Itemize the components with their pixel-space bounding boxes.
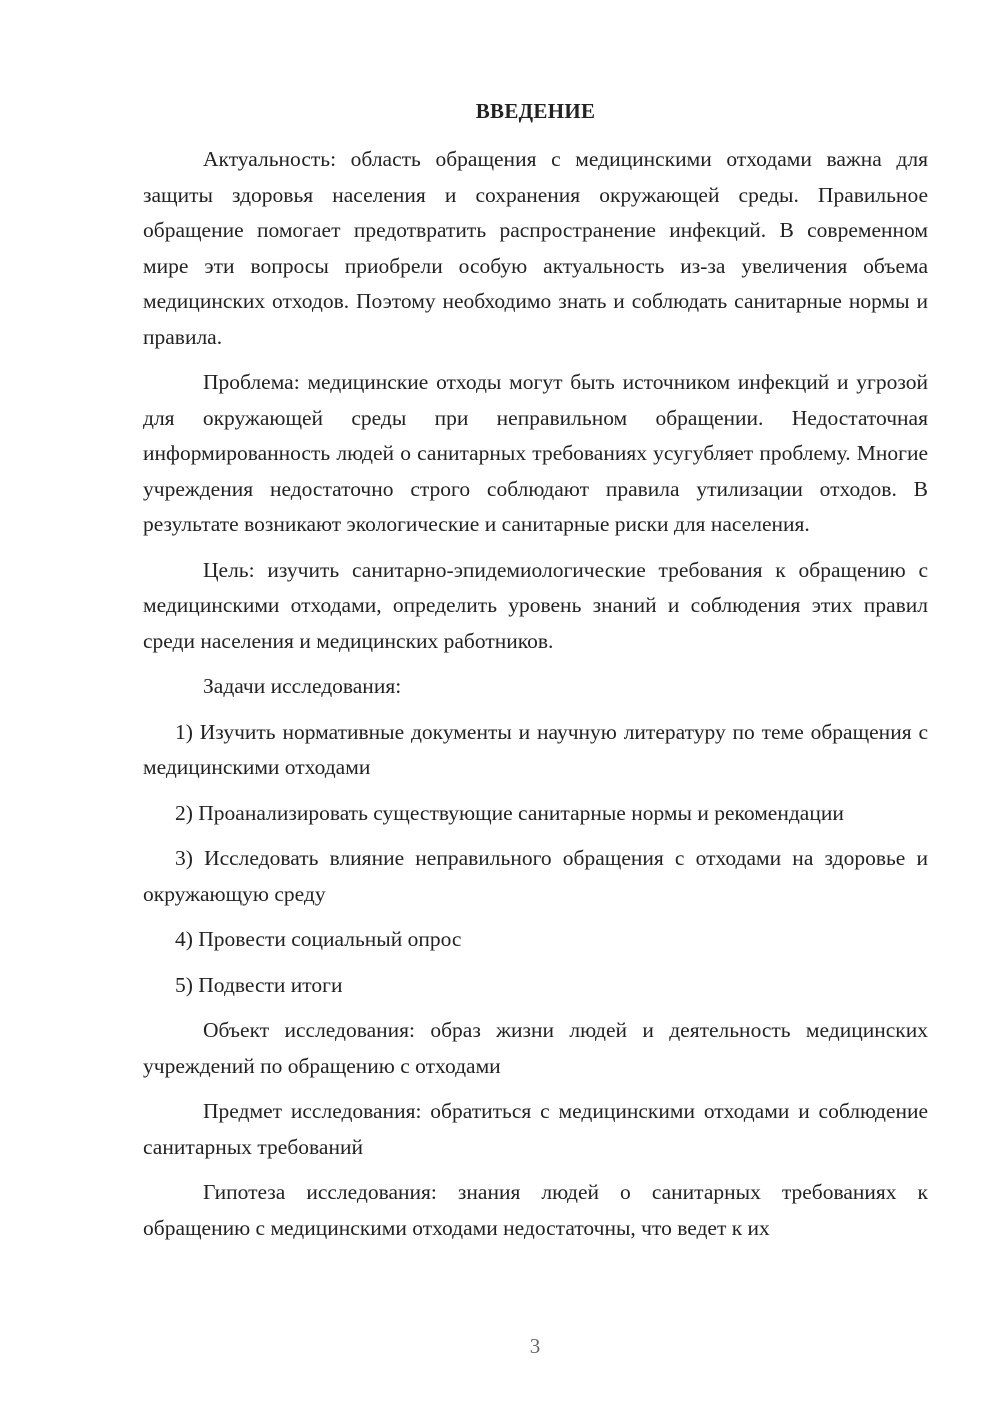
page-number: 3 [529,1334,541,1358]
paragraph-subject: Предмет исследования: обратиться с медицинскими отходами и соблюдение санитарных требований [143,1099,928,1159]
task-item-3: 3) Исследовать влияние неправильного обращения с отходами на здоровье и окружающую среду [143,846,928,906]
task-item-1: 1) Изучить нормативные документы и научную литературу по теме обращения с медицинскими отходами [143,719,928,779]
paragraph-hypothesis: Гипотеза исследования: знания людей о санитарных требованиях к обращению с медицинскими отходами недостаточны, что ведет к их [143,1180,928,1240]
paragraph-object: Объект исследования: образ жизни людей и деятельность медицинских учреждений по обращению с отходами [143,1018,928,1078]
paragraph-tasks-heading: Задачи исследования: [203,674,402,698]
task-item-5: 5) Подвести итоги [175,972,343,997]
paragraph-problem: Проблема: медицинские отходы могут быть источником инфекций и угрозой для окружающей среды при неправильном обращении. Недостаточная информированность людей о санитарных требованиях усугубляет проблему. Многие учреждения недостаточно строго соблюдают правила утилизации отходов. В результате возникают экологические и санитарные риски для населения. [143,370,928,536]
paragraph-relevance: Актуальность: область обращения с медицинскими отходами важна для защиты здоровья населения и сохранения окружающей среды. Правильное обращение помогает предотвратить распространение инфекций. В современном мире эти вопросы приобрели особую актуальность из-за увеличения объема медицинских отходов. Поэтому необходимо знать и соблюдать санитарные нормы и правила. [143,147,928,349]
task-item-4: 4) Провести социальный опрос [175,927,462,951]
paragraph-goal: Цель: изучить санитарно-эпидемиологические требования к обращению с медицинскими отходами, определить уровень знаний и соблюдения этих правил среди населения и медицинских работников. [143,557,928,653]
section-heading: ВВЕДЕНИЕ [475,99,596,123]
body-text [143,142,928,1256]
task-item-2: 2) Проанализировать существующие санитарные нормы и рекомендации [175,800,844,825]
